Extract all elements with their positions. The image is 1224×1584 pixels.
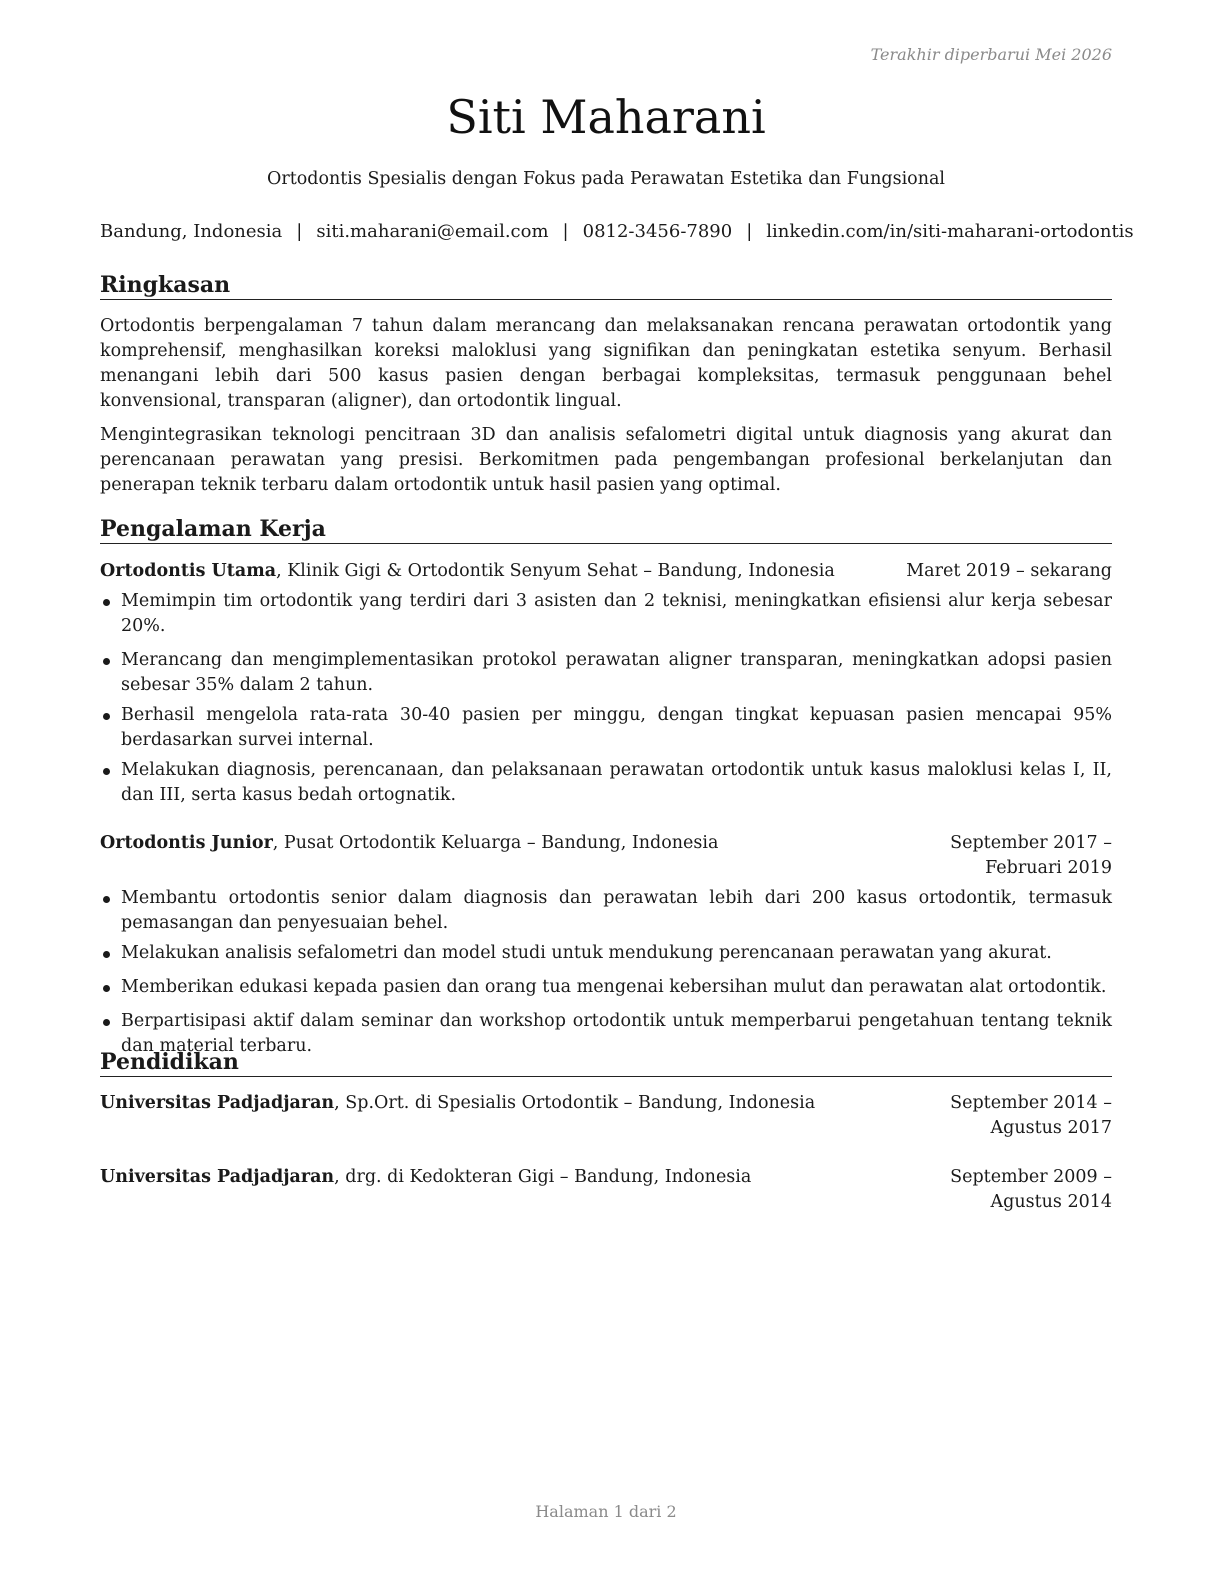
job-header bbox=[100, 559, 1112, 584]
last-updated-note: Terakhir diperbarui Mei 2026 bbox=[870, 45, 1112, 64]
job-bullet: Melakukan analisis sefalometri dan model studi untuk mendukung perencanaan perawatan yang akurat. bbox=[100, 941, 1112, 966]
job-organization: , Pusat Ortodontik Keluarga – Bandung, Indonesia bbox=[272, 833, 719, 853]
job-bullet: Merancang dan mengimplementasikan protokol perawatan aligner transparan, meningkatkan adopsi pasien sebesar 35% dalam 2 tahun. bbox=[100, 648, 1112, 698]
job-bullet: Melakukan diagnosis, perencanaan, dan pelaksanaan perawatan ortodontik untuk kasus maloklusi kelas I, II, dan III, serta kasus bedah ortognatik. bbox=[100, 758, 1112, 808]
summary-section bbox=[100, 271, 1112, 498]
job-bullet: Memimpin tim ortodontik yang terdiri dari 3 asisten dan 2 teknisi, meningkatkan efisiensi alur kerja sebesar 20%. bbox=[100, 589, 1112, 639]
contact-separator: | bbox=[746, 221, 753, 242]
education-school: Universitas Padjadjaran bbox=[100, 1167, 335, 1187]
contact-linkedin[interactable]: linkedin.com/in/siti-maharani-ortodontis bbox=[766, 221, 1134, 242]
contact-location: Bandung, Indonesia bbox=[100, 221, 283, 242]
experience-heading: Pengalaman Kerja bbox=[100, 515, 1112, 544]
candidate-name: Siti Maharani bbox=[446, 90, 766, 144]
job-bullets bbox=[100, 589, 1112, 808]
contact-phone[interactable]: 0812-3456-7890 bbox=[582, 221, 733, 242]
summary-heading: Ringkasan bbox=[100, 271, 1112, 300]
contact-line bbox=[100, 219, 1134, 245]
job-entry bbox=[100, 559, 1112, 808]
job-bullet: Berhasil mengelola rata-rata 30-40 pasien per minggu, dengan tingkat kepuasan pasien mencapai 95% berdasarkan survei internal. bbox=[100, 703, 1112, 753]
education-entry bbox=[100, 1091, 1112, 1141]
page-number: Halaman 1 dari 2 bbox=[535, 1502, 677, 1521]
job-dates: Maret 2019 – sekarang bbox=[906, 561, 1112, 581]
education-dates: September 2009 – Agustus 2014 bbox=[950, 1167, 1112, 1212]
education-school: Universitas Padjadjaran bbox=[100, 1093, 335, 1113]
job-dates: September 2017 – Februari 2019 bbox=[950, 833, 1112, 878]
job-bullet: Berpartisipasi aktif dalam seminar dan workshop ortodontik untuk memperbarui pengetahuan tentang teknik dan material terbaru. bbox=[100, 1009, 1112, 1059]
summary-paragraph: Ortodontis berpengalaman 7 tahun dalam merancang dan melaksanakan rencana perawatan ortodontik yang komprehensif, menghasilkan koreksi maloklusi yang signifikan dan peningkatan estetika senyum. Berhasil menangani lebih dari 500 kasus pasien dengan berbagai kompleksitas, termasuk penggunaan behel konvensional, transparan (aligner), dan ortodontik lingual. bbox=[100, 316, 1112, 411]
education-dates: September 2014 – Agustus 2017 bbox=[950, 1093, 1112, 1138]
job-role: Ortodontis Junior bbox=[100, 833, 273, 853]
education-section bbox=[100, 1048, 1112, 1215]
resume-page bbox=[100, 0, 1134, 1584]
job-bullet: Memberikan edukasi kepada pasien dan orang tua mengenai kebersihan mulut dan perawatan alat ortodontik. bbox=[100, 975, 1112, 1000]
contact-email[interactable]: siti.maharani@email.com bbox=[316, 221, 549, 242]
education-heading: Pendidikan bbox=[100, 1048, 1112, 1077]
job-bullets bbox=[100, 886, 1112, 1059]
contact-separator: | bbox=[296, 221, 303, 242]
job-entry bbox=[100, 831, 1112, 1059]
education-detail: , Sp.Ort. di Spesialis Ortodontik – Bandung, Indonesia bbox=[334, 1093, 816, 1113]
job-bullet: Membantu ortodontis senior dalam diagnosis dan perawatan lebih dari 200 kasus ortodontik, termasuk pemasangan dan penyesuaian behel. bbox=[100, 886, 1112, 936]
job-role: Ortodontis Utama bbox=[100, 561, 277, 581]
job-header bbox=[100, 831, 1112, 881]
experience-section bbox=[100, 515, 1112, 1059]
education-detail: , drg. di Kedokteran Gigi – Bandung, Indonesia bbox=[334, 1167, 752, 1187]
candidate-tagline: Ortodontis Spesialis dengan Fokus pada Perawatan Estetika dan Fungsional bbox=[266, 169, 946, 189]
job-organization: , Klinik Gigi & Ortodontik Senyum Sehat – Bandung, Indonesia bbox=[276, 561, 835, 581]
education-entry bbox=[100, 1165, 1112, 1215]
summary-paragraph: Mengintegrasikan teknologi pencitraan 3D dan analisis sefalometri digital untuk diagnosis yang akurat dan perencanaan perawatan yang presisi. Berkomitmen pada pengembangan profesional berkelanjutan dan penerapan teknik terbaru dalam ortodontik untuk hasil pasien yang optimal. bbox=[100, 425, 1112, 495]
contact-separator: | bbox=[562, 221, 569, 242]
